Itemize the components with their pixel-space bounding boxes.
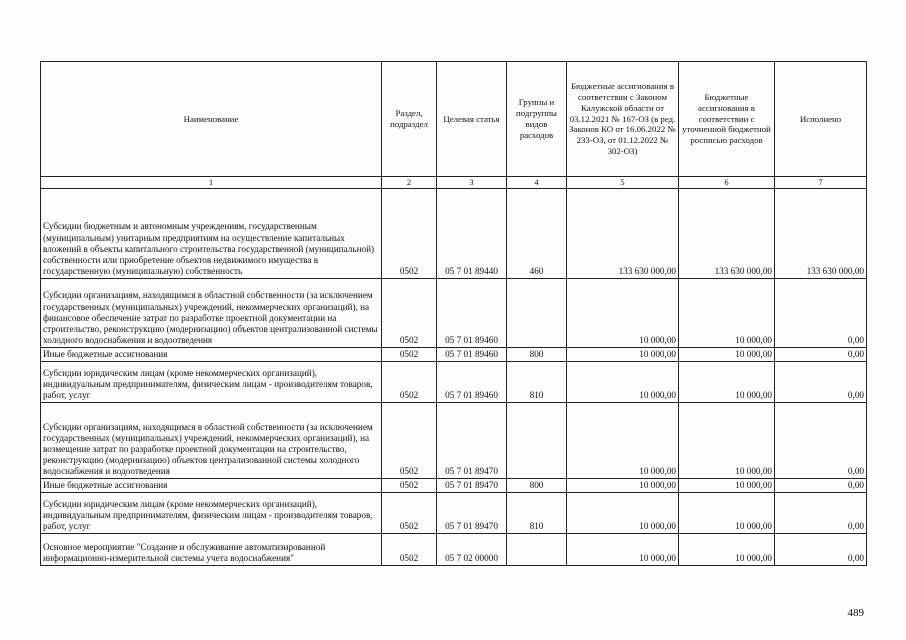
row-roster-amount: 10 000,00 bbox=[679, 492, 775, 533]
row-executed-amount: 0,00 bbox=[775, 347, 867, 361]
row-section: 0502 bbox=[382, 347, 437, 361]
row-roster-amount: 10 000,00 bbox=[679, 478, 775, 492]
row-article: 05 7 01 89470 bbox=[437, 478, 507, 492]
column-number: 7 bbox=[775, 177, 867, 189]
row-executed-amount: 0,00 bbox=[775, 278, 867, 347]
row-name: Субсидии организациям, находящимся в областной собственности (за исключением государственных (муниципальных) учреждений, некоммерческих организаций), на возмещение затрат по разработке проектной документации на строительство, реконструкцию (модернизацию) объектов централизованной системы холодного водоснабжения и водоотведения bbox=[41, 402, 382, 478]
table-row bbox=[41, 402, 867, 478]
row-name: Субсидии юридическим лицам (кроме некоммерческих организаций), индивидуальным предпринимателям, физическим лицам - производителям товаров, работ, услуг bbox=[41, 492, 382, 533]
row-name: Основное мероприятие "Создание и обслуживание автоматизированной информационно-измерительной системы учета водоснабжения" bbox=[41, 533, 382, 565]
row-section: 0502 bbox=[382, 492, 437, 533]
row-group: 800 bbox=[507, 347, 567, 361]
table-header bbox=[41, 62, 867, 189]
column-number: 4 bbox=[507, 177, 567, 189]
row-group: 810 bbox=[507, 361, 567, 402]
row-article: 05 7 02 00000 bbox=[437, 533, 507, 565]
column-number: 1 bbox=[41, 177, 382, 189]
header-section: Раздел, подраздел bbox=[382, 62, 437, 177]
row-name: Субсидии организациям, находящимся в областной собственности (за исключением государственных (муниципальных) учреждений, некоммерческих организаций), на финансовое обеспечение затрат по разработке проектной документации на строительство, реконструкцию (модернизацию) объектов централизованной системы холодного водоснабжения и водоотведения bbox=[41, 278, 382, 347]
row-law-amount: 10 000,00 bbox=[567, 278, 679, 347]
table-row bbox=[41, 361, 867, 402]
row-section: 0502 bbox=[382, 478, 437, 492]
header-article: Целевая статья bbox=[437, 62, 507, 177]
row-roster-amount: 10 000,00 bbox=[679, 278, 775, 347]
column-number: 2 bbox=[382, 177, 437, 189]
row-article: 05 7 01 89440 bbox=[437, 188, 507, 278]
row-article: 05 7 01 89460 bbox=[437, 278, 507, 347]
row-name: Иные бюджетные ассигнования bbox=[41, 478, 382, 492]
row-group bbox=[507, 402, 567, 478]
row-law-amount: 10 000,00 bbox=[567, 478, 679, 492]
row-article: 05 7 01 89460 bbox=[437, 347, 507, 361]
column-number-row bbox=[41, 177, 867, 189]
row-law-amount: 10 000,00 bbox=[567, 492, 679, 533]
page-number: 489 bbox=[847, 607, 864, 619]
row-group bbox=[507, 278, 567, 347]
row-name: Субсидии юридическим лицам (кроме некоммерческих организаций), индивидуальным предпринимателям, физическим лицам - производителям товаров, работ, услуг bbox=[41, 361, 382, 402]
row-executed-amount: 0,00 bbox=[775, 533, 867, 565]
table-row bbox=[41, 492, 867, 533]
header-law-allocations: Бюджетные ассигнования в соответствии с Законом Калужской области от 03.12.2021 № 167-ОЗ (в ред. Законов КО от 16.06.2022 № 233-ОЗ, от 01.12.2022 № 302-ОЗ) bbox=[567, 62, 679, 177]
row-section: 0502 bbox=[382, 533, 437, 565]
row-law-amount: 10 000,00 bbox=[567, 347, 679, 361]
row-executed-amount: 0,00 bbox=[775, 361, 867, 402]
table-row bbox=[41, 478, 867, 492]
header-roster-allocations: Бюджетные ассигнования в соответствии с уточненной бюджетной росписью расходов bbox=[679, 62, 775, 177]
row-roster-amount: 10 000,00 bbox=[679, 402, 775, 478]
row-article: 05 7 01 89460 bbox=[437, 361, 507, 402]
row-law-amount: 10 000,00 bbox=[567, 533, 679, 565]
row-article: 05 7 01 89470 bbox=[437, 402, 507, 478]
row-executed-amount: 0,00 bbox=[775, 478, 867, 492]
table-row bbox=[41, 533, 867, 565]
row-executed-amount: 0,00 bbox=[775, 492, 867, 533]
row-group bbox=[507, 533, 567, 565]
row-section: 0502 bbox=[382, 402, 437, 478]
column-number: 3 bbox=[437, 177, 507, 189]
row-group: 810 bbox=[507, 492, 567, 533]
row-section: 0502 bbox=[382, 188, 437, 278]
header-name: Наименование bbox=[41, 62, 382, 177]
row-group: 460 bbox=[507, 188, 567, 278]
table-body bbox=[41, 188, 867, 565]
column-number: 6 bbox=[679, 177, 775, 189]
row-law-amount: 10 000,00 bbox=[567, 361, 679, 402]
table-row bbox=[41, 188, 867, 278]
row-executed-amount: 133 630 000,00 bbox=[775, 188, 867, 278]
row-group: 800 bbox=[507, 478, 567, 492]
table-row bbox=[41, 347, 867, 361]
header-row bbox=[41, 62, 867, 177]
column-number: 5 bbox=[567, 177, 679, 189]
header-group: Группы и подгруппы видов расходов bbox=[507, 62, 567, 177]
row-roster-amount: 133 630 000,00 bbox=[679, 188, 775, 278]
row-law-amount: 10 000,00 bbox=[567, 402, 679, 478]
row-section: 0502 bbox=[382, 361, 437, 402]
row-roster-amount: 10 000,00 bbox=[679, 361, 775, 402]
row-section: 0502 bbox=[382, 278, 437, 347]
row-law-amount: 133 630 000,00 bbox=[567, 188, 679, 278]
row-executed-amount: 0,00 bbox=[775, 402, 867, 478]
row-roster-amount: 10 000,00 bbox=[679, 347, 775, 361]
row-roster-amount: 10 000,00 bbox=[679, 533, 775, 565]
row-article: 05 7 01 89470 bbox=[437, 492, 507, 533]
header-executed: Исполнено bbox=[775, 62, 867, 177]
row-name: Субсидии бюджетным и автономным учреждениям, государственным (муниципальным) унитарным предприятиям на осуществление капитальных вложений в объекты капитального строительства государственной (муниципальной) собственности или приобретение объектов недвижимого имущества в государственную (муниципальную) собственность bbox=[41, 188, 382, 278]
row-name: Иные бюджетные ассигнования bbox=[41, 347, 382, 361]
budget-table bbox=[40, 61, 867, 566]
table-row bbox=[41, 278, 867, 347]
